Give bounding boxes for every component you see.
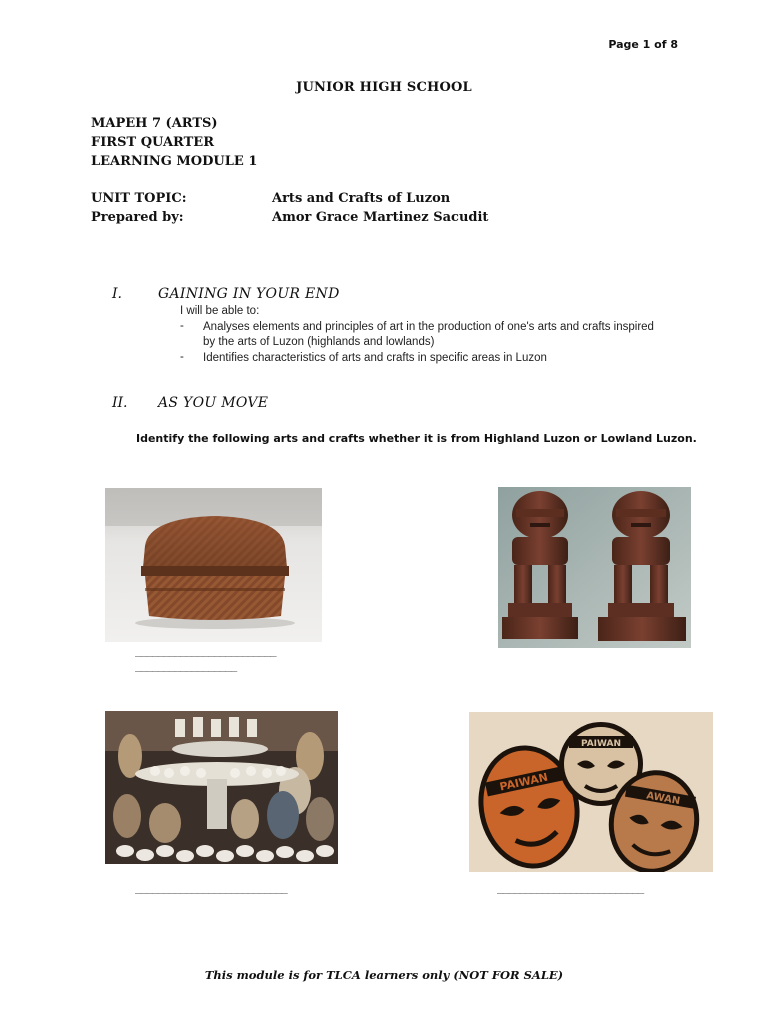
wooden-bulul-figures-image <box>498 487 691 648</box>
section-1-number: I. <box>112 286 122 302</box>
bullet-dash: - <box>180 320 184 332</box>
answer-blank: __________________ <box>135 659 237 672</box>
answer-blank: __________________________ <box>497 881 644 894</box>
mask-label-text: PAIWAN <box>498 770 550 794</box>
answer-blank: ___________________________ <box>135 881 287 894</box>
objective-item: Identifies characteristics of arts and crafts in specific areas in Luzon <box>203 352 547 364</box>
subject-line: MAPEH 7 (ARTS) <box>91 116 218 131</box>
module-line: LEARNING MODULE 1 <box>91 154 258 169</box>
prepared-by-value: Amor Grace Martinez Sacudit <box>272 210 489 225</box>
pottery-display-image <box>105 711 338 864</box>
woven-basket-image <box>105 488 322 642</box>
objective-item: Analyses elements and principles of art in the production of one's arts and crafts inspired by the arts of Luzon (highlands and lowlands) <box>203 321 654 348</box>
mask-label-text: PAIWAN <box>580 739 622 749</box>
unit-topic-label: UNIT TOPIC: <box>91 191 187 206</box>
quarter-line: FIRST QUARTER <box>91 135 215 150</box>
document-title: JUNIOR HIGH SCHOOL <box>296 80 472 95</box>
section-2-number: II. <box>112 395 128 411</box>
page-number: Page 1 of 8 <box>608 38 678 51</box>
unit-topic-value: Arts and Crafts of Luzon <box>272 191 451 206</box>
prepared-by-label: Prepared by: <box>91 210 184 225</box>
mask-label-text: AWAN <box>645 790 681 808</box>
answer-blank: _________________________ <box>135 644 276 657</box>
paiwan-masks-image <box>469 712 713 872</box>
bullet-dash: - <box>180 351 184 363</box>
footer-notice: This module is for TLCA learners only (NOT FOR SALE) <box>204 968 564 982</box>
instruction-text: Identify the following arts and crafts whether it is from Highland Luzon or Lowland Luzon. <box>136 432 697 445</box>
section-2-title: AS YOU MOVE <box>158 395 269 411</box>
objectives-intro: I will be able to: <box>180 305 260 317</box>
section-1-title: GAINING IN YOUR END <box>158 286 340 302</box>
